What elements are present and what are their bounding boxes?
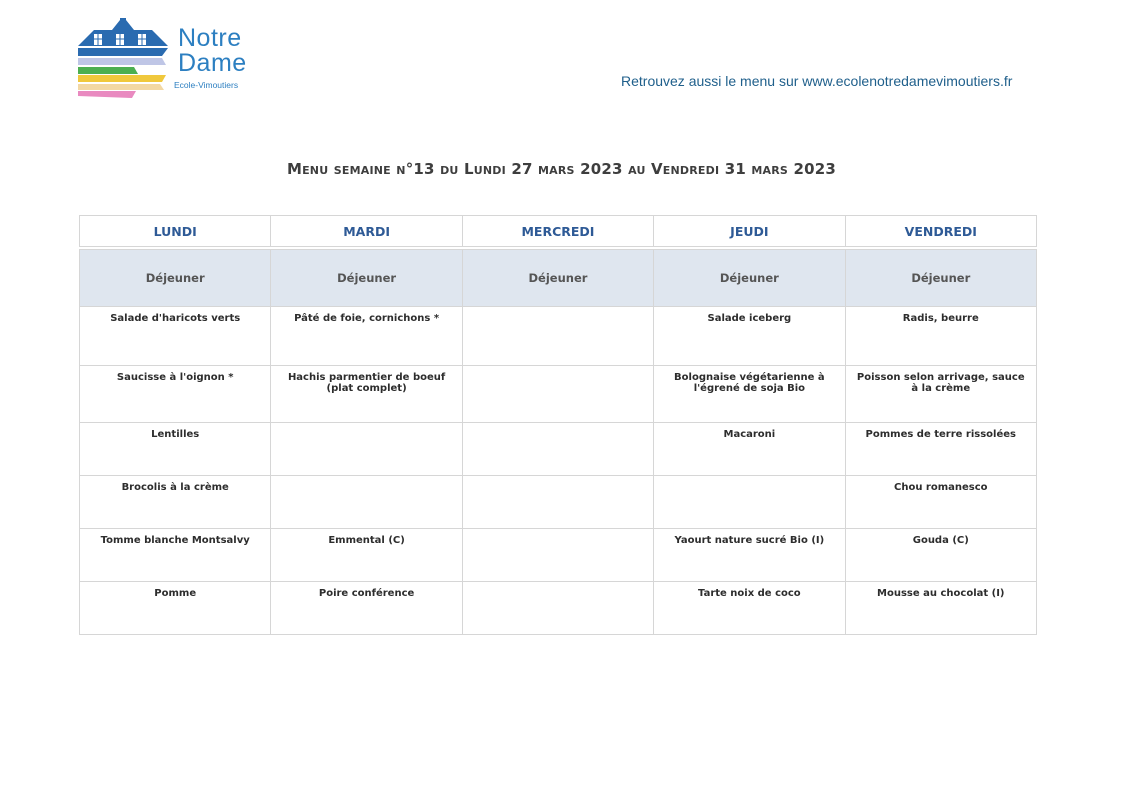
day-header-monday: LUNDI: [80, 216, 271, 247]
menu-cell: [271, 476, 462, 529]
menu-row-main: [80, 366, 1037, 423]
menu-cell: Emmental (C): [271, 529, 462, 582]
menu-cell: Hachis parmentier de boeuf (plat complet): [271, 366, 462, 423]
logo-brand-name: Notre Dame: [178, 24, 247, 77]
menu-cell: [654, 476, 845, 529]
menu-row-dairy: [80, 529, 1037, 582]
website-notice: Retrouvez aussi le menu sur www.ecolenotredamevimoutiers.fr: [621, 73, 1013, 89]
school-building-icon: [76, 16, 176, 100]
menu-row-starter: [80, 307, 1037, 366]
menu-cell: Tomme blanche Montsalvy: [80, 529, 271, 582]
menu-cell: [462, 423, 653, 476]
day-header-tuesday: MARDI: [271, 216, 462, 247]
page-title: Menu semaine n°13 du Lundi 27 mars 2023 au Vendredi 31 mars 2023: [286, 160, 837, 178]
menu-cell: Pâté de foie, cornichons *: [271, 307, 462, 366]
menu-cell: [462, 307, 653, 366]
menu-cell: Saucisse à l'oignon *: [80, 366, 271, 423]
meal-label: Déjeuner: [271, 250, 462, 307]
menu-cell: Poire conférence: [271, 582, 462, 635]
menu-cell: Yaourt nature sucré Bio (I): [654, 529, 845, 582]
menu-cell: Lentilles: [80, 423, 271, 476]
menu-cell: Tarte noix de coco: [654, 582, 845, 635]
menu-cell: [462, 582, 653, 635]
school-logo: [76, 16, 246, 100]
menu-table: [79, 215, 1037, 635]
menu-cell: Mousse au chocolat (I): [845, 582, 1036, 635]
menu-cell: Radis, beurre: [845, 307, 1036, 366]
menu-cell: [462, 476, 653, 529]
menu-row-dessert: [80, 582, 1037, 635]
meal-label-row: [80, 250, 1037, 307]
logo-subtitle: Ecole-Vimoutiers: [174, 80, 239, 90]
meal-label: Déjeuner: [654, 250, 845, 307]
day-header-wednesday: MERCREDI: [462, 216, 653, 247]
menu-cell: Poisson selon arrivage, sauce à la crème: [845, 366, 1036, 423]
day-header-thursday: JEUDI: [654, 216, 845, 247]
day-header-friday: VENDREDI: [845, 216, 1036, 247]
meal-label: Déjeuner: [80, 250, 271, 307]
day-header-row: [80, 216, 1037, 247]
menu-row-vegetable: [80, 476, 1037, 529]
menu-cell: Macaroni: [654, 423, 845, 476]
menu-cell: Gouda (C): [845, 529, 1036, 582]
menu-cell: Pomme: [80, 582, 271, 635]
menu-cell: Brocolis à la crème: [80, 476, 271, 529]
menu-cell: [462, 366, 653, 423]
menu-row-side: [80, 423, 1037, 476]
menu-cell: [462, 529, 653, 582]
menu-cell: Pommes de terre rissolées: [845, 423, 1036, 476]
menu-cell: Chou romanesco: [845, 476, 1036, 529]
menu-cell: Salade iceberg: [654, 307, 845, 366]
menu-cell: Bolognaise végétarienne à l'égrené de soja Bio: [654, 366, 845, 423]
meal-label: Déjeuner: [845, 250, 1036, 307]
menu-cell: [271, 423, 462, 476]
menu-cell: Salade d'haricots verts: [80, 307, 271, 366]
meal-label: Déjeuner: [462, 250, 653, 307]
